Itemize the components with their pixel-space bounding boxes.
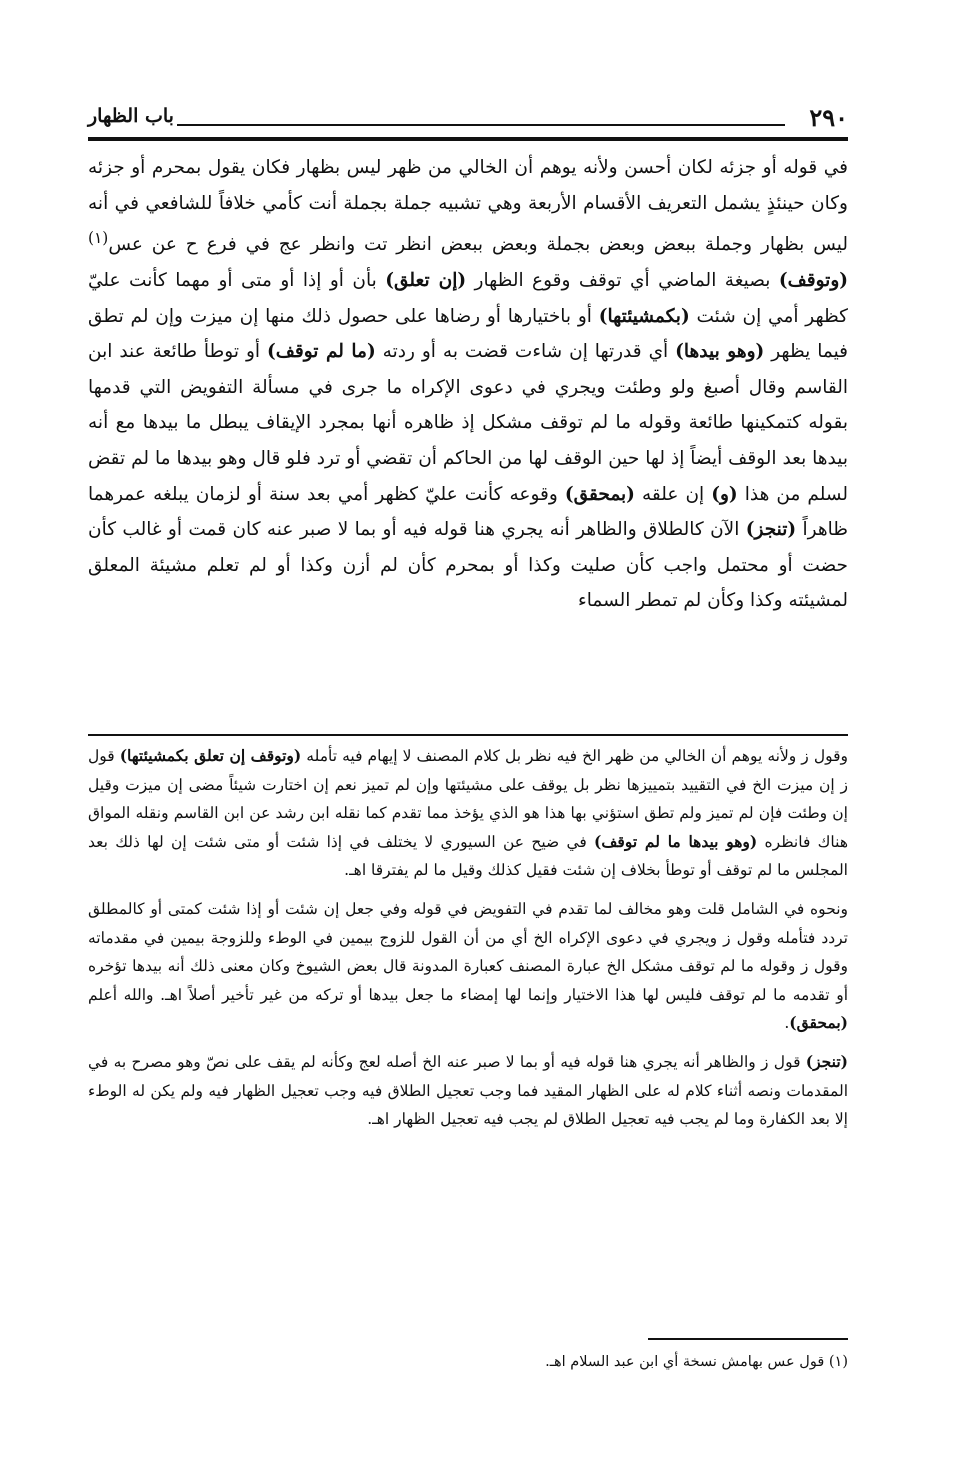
matn-term: (إن تعلق)	[385, 269, 467, 291]
text-run: وقوعه كأنت عليّ كظهر أمي بعد سنة أو لزمان يبلغه عمرهما ظاهراً	[88, 483, 848, 541]
header-line	[177, 124, 785, 126]
text-run: قول ز والظاهر أنه يجري هنا قوله فيه أو بما لا صبر عنه الخ أصله لعج وكأنه لم يقف على نصّ وهو مصرح به في المقدمات ونصه أثناء كلام له على الظهار المقيد فما وجب تعجيل الطلاق فيه وجب تعجيل الظهار فيه ولم يكن له الوطء إلا بعد الكفارة وما لم يجب فيه تعجيل الطلاق لم يجب فيه تعجيل الظهار اهـ.	[88, 1052, 848, 1129]
footnote-divider	[648, 1338, 848, 1340]
chapter-title: باب الظهار	[88, 105, 174, 127]
commentary-paragraph-1	[88, 742, 848, 885]
text-run: في قوله أو جزئه لكان أحسن ولأنه يوهم أن الخالي من ظهر ليس بظهار فكان يقول بمحرم أو جزئه وكان حينئذٍ يشمل التعريف الأقسام الأربعة وهي تشبيه جملة بجملة أنت كأمي خلافاً للشافعي في أنه ليس بظهار وجملة ببعض وبعض بجملة وبعض ببعض انظر تت وانظر عج في فرع ح عن عس	[88, 157, 848, 256]
matn-term: (وهو بيدها)	[675, 341, 765, 363]
text-run: إن علقه	[634, 483, 712, 505]
footnote-reference: (١)	[88, 229, 109, 248]
matn-term: (بمحقق)	[564, 483, 635, 505]
matn-term: (ما لم توقف)	[266, 341, 376, 363]
commentary-paragraph-3	[88, 1048, 848, 1134]
footnote-text: قول عس بهامش نسخة أي ابن عبد السلام اهـ.	[545, 1354, 825, 1370]
text-run: بصيغة الماضي أي توقف وقوع الظهار	[466, 269, 779, 291]
text-run: الآن كالطلاق والظاهر أنه يجري هنا قوله فيه أو بما لا صبر عنه كان قمت أو غالب كأن حضت أو محتمل واجب كأن صليت وكذا أو بمحرم كأن لم أزن وكذا أو لم تعلم مشيئة المعلق لمشيئته وكذا وكأن لم تمطر السماء	[88, 519, 848, 612]
text-run: ونحوه في الشامل قلت وهو مخالف لما تقدم في التفويض في قوله وفي جعل إن شئت أو إذا شئت كمتى أو كالمطلق تردد فتأمله وقول ز ويجري في دعوى الإكراه الخ أي من أن القول للزوج بيمين في الوطء وللزوجة بيمين في مقدماته وقول ز وقوله ما لم توقف مشكل الخ عبارة المصنف كعبارة المدونة قال بعض الشيوخ وكان معنى ذلك أنه بيدها تؤخره أو تقدمه ما لم توقف فليس لها هذا الاختيار وإنما لها إمضاء ما جعل بيدها أو تركه من غير تأخير أصلاً اهـ. والله أعلم	[88, 899, 848, 1004]
footnote	[88, 1348, 848, 1376]
text-run: بأن أو إذا أو متى أو مهما كأنت عليّ كظهر أمي إن شئت	[88, 269, 848, 327]
matn-term: (وتوقف)	[778, 269, 848, 291]
matn-term: (وهو بيدها ما لم توقف)	[594, 831, 758, 851]
page-number: ٢٩٠	[809, 103, 848, 132]
text-run: أو توطأ طائعة عند ابن القاسم وقال أصبغ ولو وطئت ويجري في دعوى الإكراه ما جرى في مسألة التفويض التي قدمها بقوله كتمكينها طائعة وقوله ما لم توقف مشكل إذ ظاهره أنها بمجرد الإيقاف يبطل ما بيدها مع أنه بيدها بعد الوقف أيضاً إذ لها حين الوقف لها من الحاكم أن تقضي أو ترد فلو قال وهو بيدها ما لم تقض لسلم من هذا	[88, 341, 848, 505]
text-run: قول ز إن ميزت الخ في التقييد بتمييزها نظر بل يوقف على مشيئتها وإن لم تميز نعم إن اختارت شيئاً مضى إن ميزت وقيل إن وطئت فإن لم تميز ولم تطق استؤني بها هذا هو الذي يؤخذ مما تقدم كما نقله ابن رشد عن ابن القاسم ونقله المواق هناك فانظره	[88, 747, 848, 851]
footnote-marker: (١)	[828, 1354, 848, 1370]
matn-term: (بكمشيئتها)	[598, 305, 690, 327]
commentary	[88, 742, 848, 1144]
main-text	[88, 150, 848, 619]
text-run: في ضيح عن السيوري لا يختلف في إذا شئت أو متى شئت إن لها ذلك بعد المجلس ما لم توقف أو توطأ بخلاف إن شئت فقيل كذلك وقيل ما لم يفترقا اهـ.	[88, 832, 848, 880]
text-run: .	[784, 1014, 790, 1033]
matn-term: (تنجز)	[745, 519, 797, 541]
page-header	[88, 103, 848, 133]
main-paragraph	[88, 150, 848, 619]
header-rule	[88, 137, 848, 141]
text-run: أو باختيارها أو رضاها على حصول ذلك منها إن ميزت وإن لم تطق فيما يظهر	[88, 305, 848, 363]
commentary-paragraph-2	[88, 895, 848, 1038]
text-run: أي قدرتها إن شاءت قضت به أو ردته	[375, 341, 676, 363]
matn-term: (بمحقق)	[789, 1013, 848, 1033]
matn-term: (وتوقف إن تعلق بكمشيئتها)	[119, 746, 302, 765]
text-run: وقول ز ولأنه يوهم أن الخالي من ظهر الخ فيه نظر بل كلام المصنف لا إيهام فيه تأمله	[301, 747, 848, 765]
matn-term: (و)	[711, 483, 738, 505]
commentary-divider	[88, 734, 848, 736]
matn-term: (تنجز)	[805, 1051, 848, 1071]
